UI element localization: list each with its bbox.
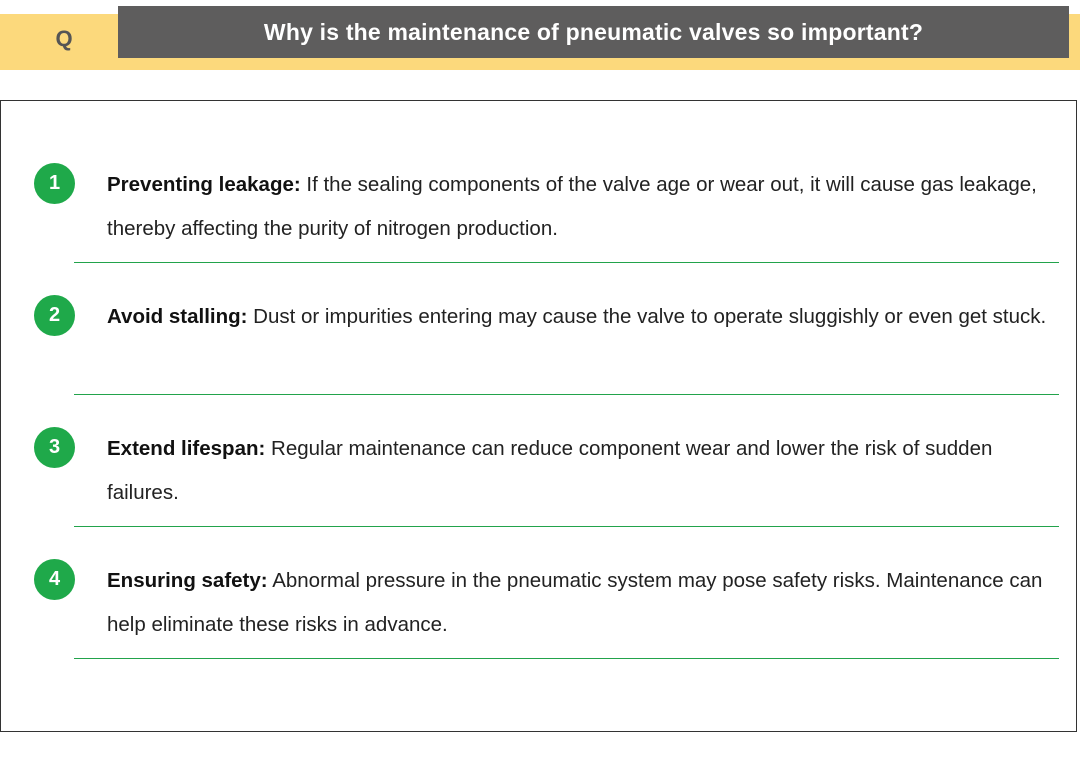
question-label: Q bbox=[55, 26, 73, 51]
item-divider bbox=[74, 394, 1059, 395]
item-number-badge: 2 bbox=[34, 295, 75, 336]
item-heading: Ensuring safety: bbox=[107, 569, 268, 592]
page-title: Why is the maintenance of pneumatic valves so important? bbox=[118, 6, 1069, 58]
list-item bbox=[107, 559, 1052, 647]
item-heading: Avoid stalling: bbox=[107, 305, 248, 328]
item-number-badge: 3 bbox=[34, 427, 75, 468]
list-item bbox=[107, 427, 1052, 515]
list-item bbox=[107, 163, 1052, 251]
item-heading: Extend lifespan: bbox=[107, 437, 266, 460]
item-description: Abnormal pressure in the pneumatic system may pose safety risks. Maintenance can help eliminate these risks in advance. bbox=[107, 569, 1043, 636]
item-divider bbox=[74, 262, 1059, 263]
item-description: Regular maintenance can reduce component wear and lower the risk of sudden failures. bbox=[107, 437, 993, 504]
content-box bbox=[0, 100, 1077, 732]
item-description: Dust or impurities entering may cause the valve to operate sluggishly or even get stuck. bbox=[247, 305, 1047, 328]
item-divider bbox=[74, 658, 1059, 659]
item-heading: Preventing leakage: bbox=[107, 173, 301, 196]
item-number-badge: 1 bbox=[34, 163, 75, 204]
item-number-badge: 4 bbox=[34, 559, 75, 600]
item-divider bbox=[74, 526, 1059, 527]
list-item bbox=[107, 295, 1052, 339]
item-description: If the sealing components of the valve age or wear out, it will cause gas leakage, thereby affecting the purity of nitrogen production. bbox=[107, 173, 1037, 240]
